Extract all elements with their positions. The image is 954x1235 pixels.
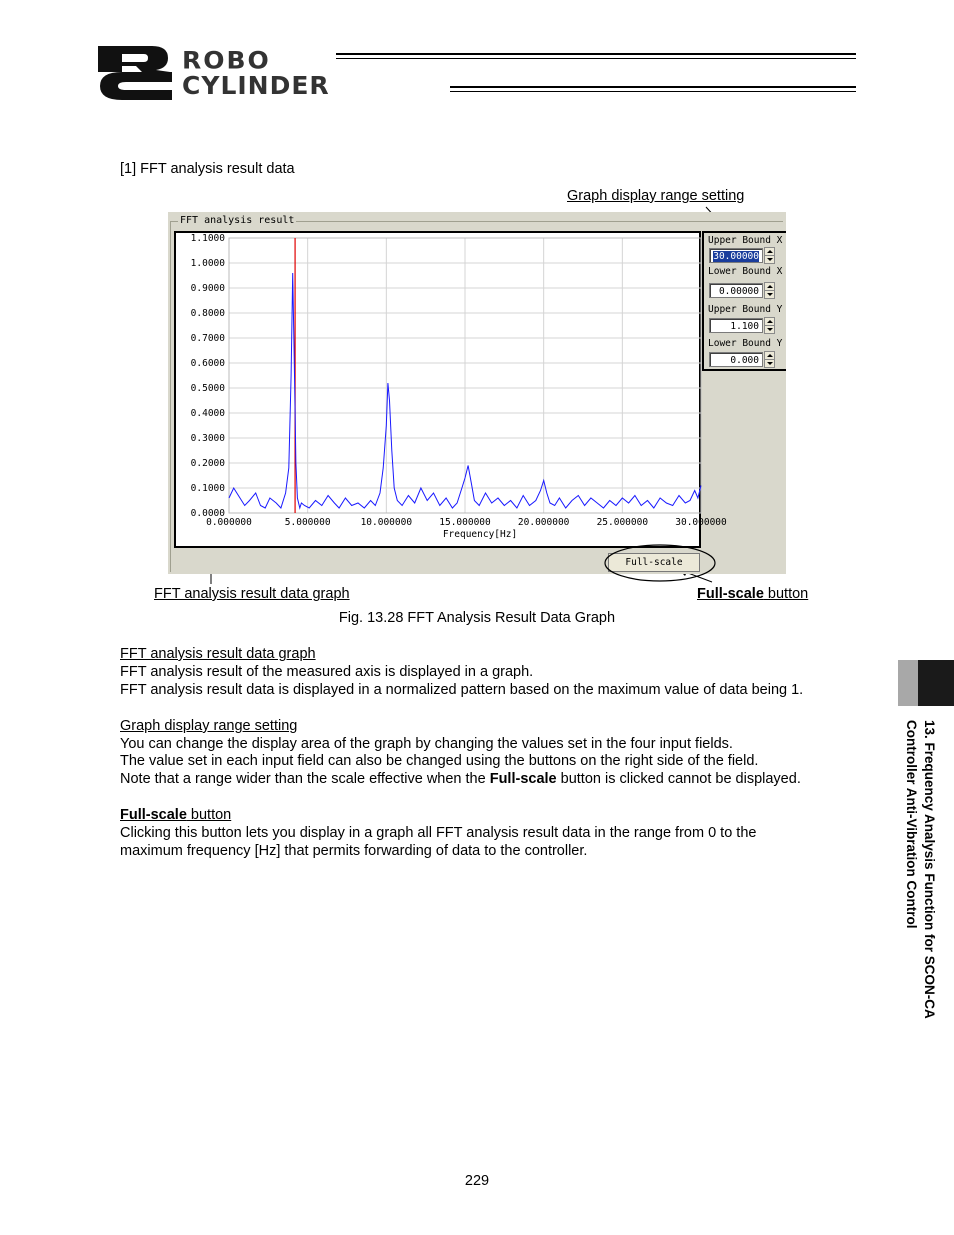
- x-tick-label: 25.000000: [596, 517, 649, 528]
- header-rule-bottom: [450, 86, 856, 88]
- lower-bound-y-input[interactable]: 0.000: [709, 352, 763, 367]
- y-tick-label: 0.7000: [190, 333, 225, 344]
- fft-chart: [176, 233, 727, 546]
- callout-graph-range: Graph display range setting: [567, 188, 745, 204]
- y-tick-label: 0.4000: [190, 408, 225, 419]
- y-tick-label: 1.0000: [190, 258, 225, 269]
- section-heading: [1] FFT analysis result data: [120, 161, 295, 177]
- lower-bound-x-label: Lower Bound X: [708, 266, 783, 277]
- rc-logo-icon: [96, 42, 186, 102]
- fft-analysis-window: [168, 212, 786, 574]
- graph-range-panel: [702, 231, 786, 371]
- x-axis-label: Frequency[Hz]: [442, 529, 518, 540]
- section2-heading: Graph display range setting: [120, 718, 298, 734]
- callout-fullscale-rest: button: [763, 586, 809, 602]
- header-rule-bottom-thin: [450, 91, 856, 92]
- logo-text-robo: ROBO: [182, 46, 271, 75]
- x-tick-label: 20.000000: [517, 517, 570, 528]
- page-number: 229: [464, 1173, 490, 1189]
- x-tick-label: 30.000000: [675, 517, 727, 528]
- section3-heading: [120, 806, 231, 824]
- x-tick-label: 10.000000: [360, 517, 413, 528]
- y-tick-label: 1.1000: [190, 233, 225, 244]
- y-tick-label: 0.0000: [190, 508, 225, 519]
- upper-bound-x-label: Upper Bound X: [708, 235, 783, 246]
- frame-title: FFT analysis result: [180, 215, 295, 226]
- y-tick-label: 0.2000: [190, 458, 225, 469]
- lower-bound-y-spinner[interactable]: [764, 351, 775, 368]
- section1-line1: FFT analysis result of the measured axis is displayed in a graph.: [120, 664, 534, 680]
- x-tick-label: 15.000000: [439, 517, 491, 528]
- section2-line2: The value set in each input field can also be changed using the buttons on the right side of the field.: [120, 753, 759, 769]
- y-tick-label: 0.9000: [190, 283, 225, 294]
- lower-bound-y-label: Lower Bound Y: [708, 338, 783, 349]
- y-tick-label: 0.8000: [190, 308, 225, 319]
- section1-heading: FFT analysis result data graph: [120, 646, 316, 662]
- figure-caption: Fig. 13.28 FFT Analysis Result Data Graph: [338, 610, 616, 626]
- logo-text-cylinder: CYLINDER: [182, 71, 330, 100]
- callout-fullscale: [697, 585, 808, 603]
- chapter-tab-grey: [898, 660, 918, 706]
- chapter-title-line2: Controller Anti-Vibration Control: [904, 720, 919, 929]
- section2-note-pre: Note that a range wider than the scale effective when the: [120, 771, 490, 787]
- section3-line1: Clicking this button lets you display in a graph all FFT analysis result data in the range from 0 to the: [120, 825, 757, 841]
- section3-heading-bold: Full-scale: [120, 807, 187, 823]
- y-tick-label: 0.5000: [190, 383, 225, 394]
- lower-bound-x-input[interactable]: 0.00000: [709, 283, 763, 298]
- upper-bound-y-label: Upper Bound Y: [708, 304, 783, 315]
- full-scale-button[interactable]: Full-scale: [608, 553, 700, 572]
- section2-note-bold: Full-scale: [489, 771, 557, 787]
- upper-bound-x-value: 30.00000: [713, 251, 759, 262]
- fft-graph-panel: [174, 231, 727, 548]
- header-rule-top: [336, 53, 856, 55]
- header-rule-top-thin: [336, 58, 856, 59]
- lower-bound-x-spinner[interactable]: [764, 282, 775, 299]
- x-tick-label: 0.000000: [206, 517, 252, 528]
- x-tick-label: 5.000000: [284, 517, 331, 528]
- section2-note-post: button is clicked cannot be displayed.: [556, 771, 801, 787]
- chapter-title-line1: 13. Frequency Analysis Function for SCON-CA: [922, 720, 937, 1019]
- chapter-tab-dark: [918, 660, 954, 706]
- section1-line2: FFT analysis result data is displayed in a normalized pattern based on the maximum value of data being 1.: [120, 682, 804, 698]
- chapter-side-title: [900, 720, 940, 1100]
- section2-line1: You can change the display area of the graph by changing the values set in the four input fields.: [120, 736, 733, 752]
- section2-note: [120, 770, 801, 788]
- upper-bound-x-input[interactable]: [709, 248, 763, 263]
- section3-line2: maximum frequency [Hz] that permits forwarding of data to the controller.: [120, 843, 588, 859]
- upper-bound-y-input[interactable]: 1.100: [709, 318, 763, 333]
- y-tick-label: 0.6000: [190, 358, 225, 369]
- callout-fullscale-bold: Full-scale: [697, 586, 764, 602]
- y-tick-label: 0.3000: [190, 433, 225, 444]
- callout-graph-area: FFT analysis result data graph: [154, 586, 350, 602]
- full-scale-highlight-ellipse: [604, 543, 724, 583]
- section3-heading-rest: button: [186, 807, 232, 823]
- upper-bound-y-spinner[interactable]: [764, 317, 775, 334]
- y-tick-label: 0.1000: [190, 483, 225, 494]
- robo-cylinder-logo: [96, 42, 441, 102]
- upper-bound-x-spinner[interactable]: [764, 247, 775, 264]
